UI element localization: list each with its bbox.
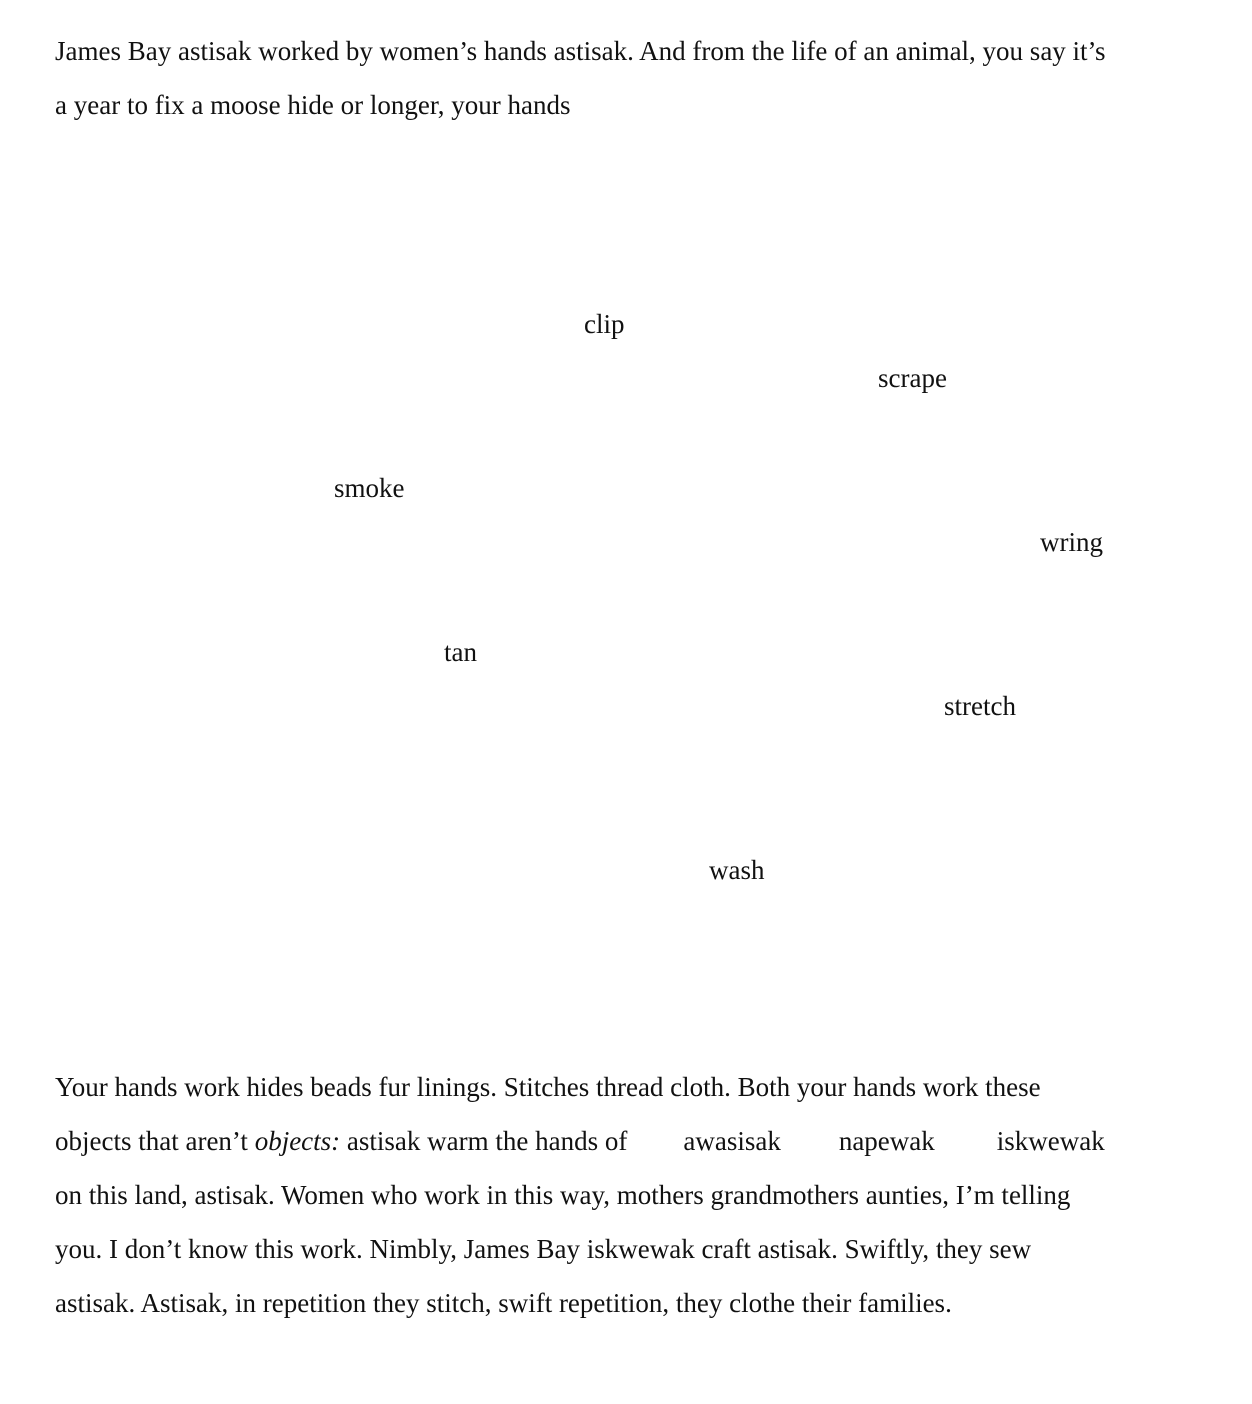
word-wash: wash (709, 855, 765, 885)
intro-line-1: James Bay astisak worked by women’s hands astisak. And from the life of an animal, you say it’s (55, 36, 1106, 66)
outro-paragraph (55, 1060, 1215, 1330)
outro-line-1: Your hands work hides beads fur linings. Stitches thread cloth. Both your hands work these (55, 1072, 1041, 1102)
word-scrape: scrape (878, 363, 947, 393)
word-stretch: stretch (944, 691, 1016, 721)
intro-line-2: a year to fix a moose hide or longer, your hands (55, 90, 571, 120)
intro-paragraph (55, 24, 1215, 132)
outro-line-5: astisak. Astisak, in repetition they stitch, swift repetition, they clothe their families. (55, 1288, 952, 1318)
outro-line-3: on this land, astisak. Women who work in this way, mothers grandmothers aunties, I’m telling (55, 1180, 1071, 1210)
word-tan: tan (444, 637, 477, 667)
word-napewak: napewak (838, 1126, 935, 1156)
outro-line-4: you. I don’t know this work. Nimbly, James Bay iskwewak craft astisak. Swiftly, they sew (55, 1234, 1032, 1264)
outro-line-2-start: objects that aren’t (55, 1126, 255, 1156)
word-smoke: smoke (334, 473, 405, 503)
word-clip: clip (584, 309, 625, 339)
outro-line-2 (55, 1114, 1215, 1168)
word-wring: wring (1040, 527, 1103, 557)
italic-objects: objects: (254, 1126, 341, 1156)
outro-line-2-middle: astisak warm the hands of (340, 1126, 628, 1156)
word-awasisak: awasisak (683, 1126, 781, 1156)
word-iskwewak: iskwewak (996, 1126, 1105, 1156)
